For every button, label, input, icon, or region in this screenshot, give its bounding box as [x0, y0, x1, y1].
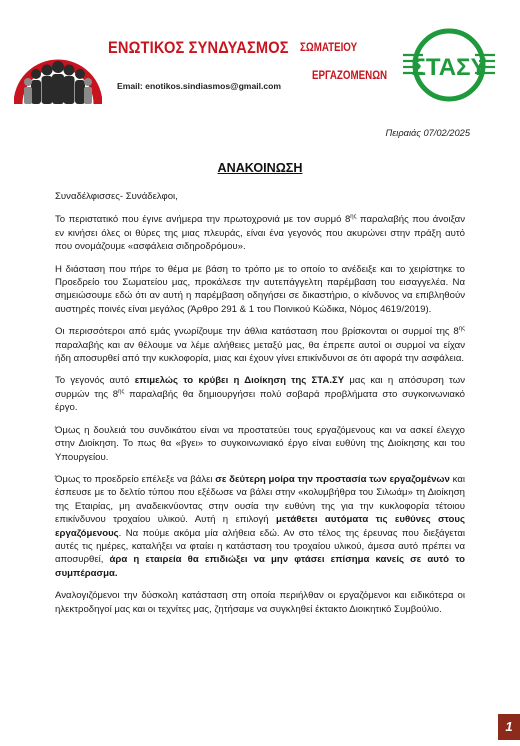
paragraph-4: Το γεγονός αυτό επιμελώς το κρύβει η Διοίκηση της ΣΤΑ.ΣΥ μας και η απόσυρση των συρμών της $8^{\eta\varsigma}$ παραλαβής θα δημιουργήσει πολύ σοβαρά προβλήματα στο συγκοινωνιακό έργο. — [55, 375, 465, 414]
page-number: 1 — [498, 714, 520, 740]
stasy-logo-text: ΣΤΑΣΥ — [411, 54, 487, 81]
paragraph-5: Όμως η δουλειά του συνδικάτου είναι να προστατεύει τους εργαζόμενους και να ασκεί έλεγχο στην Διοίκηση. Το πως θα «βγει» το συγκοινωνιακό έργο είναι ευθύνη της Διοίκησης και του Υπουργείου. — [55, 424, 465, 463]
document-date: Πειραιάς 07/02/2025 — [385, 128, 470, 138]
greeting: Συναδέλφισσες- Συνάδελφοι, — [55, 191, 178, 202]
brand-name: ΕΝΩΤΙΚΟΣ ΣΥΝΔΥΑΣΜΟΣ — [108, 38, 289, 57]
paragraph-1: Το περιστατικό που έγινε ανήμερα την πρωτοχρονιά με τον συρμό $8^{\eta\varsigma}$ παραλαβής που άνοιξαν εν κινήσει όλες οι θύρες της μιας πλευράς, είναι ένα γεγονός που ακυρώνει στην πράξη αυτό που ονομάζουμε «ασφάλεια σιδηροδρόμου». — [55, 214, 465, 253]
stasy-logo-icon — [401, 25, 497, 105]
contact-email: Email: enotikos.sindiasmos@gmail.com — [117, 81, 282, 91]
paragraph-2: Η διάσταση που πήρε το θέμα με βάση το τρόπο με το οποίο το ανέδειξε και το χειρίστηκε το Προεδρείο του Σωματείου μας, προκάλεσε την αυτεπάγγελτη παρέμβαση του εισαγγελέα. Να σημειώσουμε εδώ ότι αν αυτή η παρέμβαση οδηγήσει σε δικαστήριο, ο κίνδυνος να επιβληθούν αυστηρές ποινές είναι μεγάλος (Άρθρο 291 & 1 του Ποινικού Κώδικα, Νόμος 4619/2019). — [55, 263, 465, 315]
paragraph-6: Όμως το προεδρείο επέλεξε να βάλει σε δεύτερη μοίρα την προστασία των εργαζομένων και έσπευσε με το δελτίο τύπου που εξέδωσε να βάλει στην «κολυμβήθρα του Σιλωάμ» τη Διοίκηση της Εταιρίας, μη αναδεικνύοντας στην ουσία την ευθύνη της για την κυκλοφορία τέτοιου επικίνδυνου τροχαίου υλικού. Αυτή η επιλογή μετάθετει αυτόματα τις ευθύνες στους εργαζόμενους. Να πούμε ακόμα μία αλήθεια εδώ. Αν στο τέλος της έρευνας που διεξάγεται αυτές τις ημέρες, καταλήξει να φταίει η κατάσταση του τροχαίου υλικού, άμεσα αυτό πρέπει να αποσυρθεί, άρα η εταιρεία θα επιδιώξει να μην φτάσει επίσημα κανείς σε αυτό το συμπέρασμα. — [55, 473, 465, 579]
document-body — [55, 190, 465, 616]
paragraph-7: Αναλογιζόμενοι την δύσκολη κατάσταση στη οποία περιήλθαν οι εργαζόμενοι και ειδικότερα οι ηλεκτροδηγοί μας και οι τεχνίτες μας, ζητήσαμε να συγκληθεί έκτακτο Διοικητικό Συμβούλιο. — [55, 590, 465, 615]
brand-subtitle-line1: ΣΩΜΑΤΕΙΟΥ — [300, 42, 358, 54]
brand-subtitle-line2: ΕΡΓΑΖΟΜΕΝΩΝ — [312, 70, 388, 82]
document-title: ΑΝΑΚΟΙΝΩΣΗ — [217, 161, 303, 175]
paragraph-3: Οι περισσότεροι από εμάς γνωρίζουμε την άθλια κατάσταση που βρίσκονται οι συρμοί της $8^{\eta\varsigma}$ παραλαβής και αν θέλουμε να λέμε αλήθειες μεταξύ μας, θα έπρεπε αυτοί οι συρμοί να είχαν ήδη αποσυρθεί από την κυκλοφορία, μιας και έχουν γίνει επικίνδυνοι σε ότι αφορά την ασφάλεια. — [55, 326, 465, 365]
union-logo-icon — [14, 30, 102, 108]
